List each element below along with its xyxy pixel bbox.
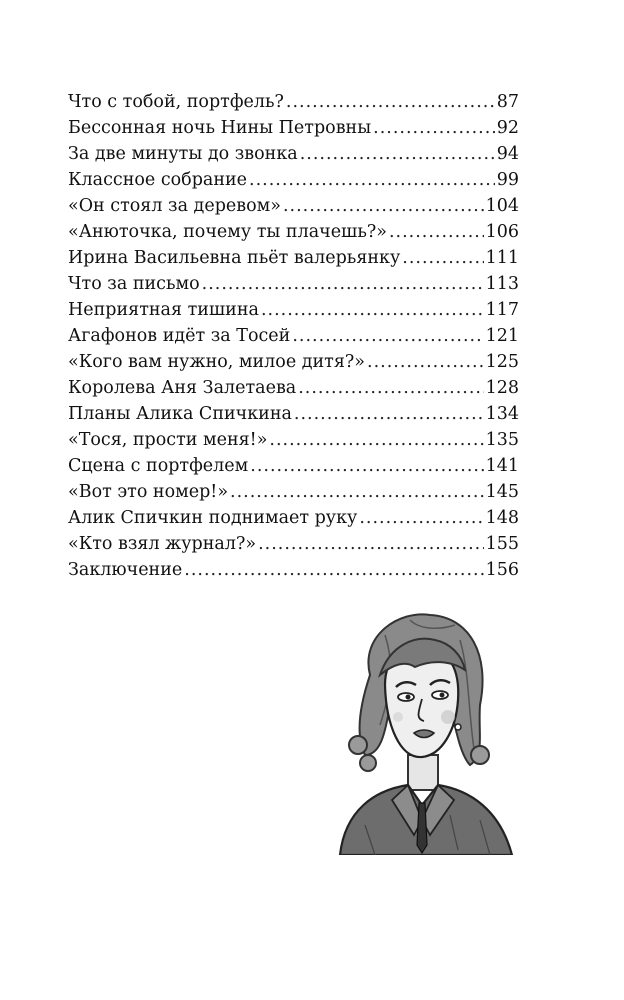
toc-entry (68, 89, 519, 115)
toc-entry-page: 99 (496, 170, 519, 190)
toc-entry (68, 141, 519, 167)
toc-entry-page: 125 (485, 352, 519, 372)
toc-entry-title: Агафонов идёт за Тосей (68, 326, 291, 346)
toc-entry-title: «Анюточка, почему ты плачешь?» (68, 222, 387, 242)
toc-entry (68, 427, 519, 453)
toc-entry (68, 219, 519, 245)
toc-dot-leader (359, 505, 483, 531)
toc-entry-page: 106 (485, 222, 519, 242)
toc-dot-leader (249, 167, 495, 193)
toc-entry-page: 135 (485, 430, 519, 450)
toc-entry (68, 531, 519, 557)
toc-entry (68, 297, 519, 323)
toc-dot-leader (258, 531, 484, 557)
toc-entry (68, 557, 519, 583)
toc-dot-leader (373, 115, 495, 141)
toc-entry-title: Неприятная тишина (68, 300, 259, 320)
toc-entry-page: 111 (485, 248, 519, 268)
toc-entry-title: «Вот это номер!» (68, 482, 229, 502)
toc-dot-leader (402, 245, 483, 271)
toc-dot-leader (294, 401, 484, 427)
toc-entry (68, 245, 519, 271)
toc-dot-leader (367, 349, 484, 375)
toc-dot-leader (292, 323, 483, 349)
toc-dot-leader (261, 297, 484, 323)
toc-entry (68, 401, 519, 427)
toc-entry-page: 104 (485, 196, 519, 216)
toc-entry-page: 141 (485, 456, 519, 476)
toc-entry-page: 155 (485, 534, 519, 554)
toc-entry-page: 128 (485, 378, 519, 398)
toc-entry-page: 92 (496, 118, 519, 138)
toc-entry-title: Заключение (68, 560, 183, 580)
toc-entry (68, 479, 519, 505)
toc-entry-title: «Кого вам нужно, милое дитя?» (68, 352, 365, 372)
woman-portrait-icon (330, 605, 520, 855)
toc-entry-title: «Кто взял журнал?» (68, 534, 257, 554)
toc-entry-page: 148 (485, 508, 519, 528)
toc-entry-title: Сцена с портфелем (68, 456, 249, 476)
toc-entry-title: Классное собрание (68, 170, 248, 190)
toc-dot-leader (389, 219, 484, 245)
toc-entry-title: Планы Алика Спичкина (68, 404, 292, 424)
toc-dot-leader (283, 193, 484, 219)
toc-entry (68, 349, 519, 375)
toc-entry-page: 121 (485, 326, 519, 346)
toc-entry-page: 156 (485, 560, 519, 580)
toc-entry-page: 113 (485, 274, 519, 294)
toc-entry (68, 323, 519, 349)
toc-dot-leader (298, 375, 483, 401)
toc-dot-leader (184, 557, 483, 583)
toc-entry-title: Бессонная ночь Нины Петровны (68, 118, 372, 138)
toc-entry (68, 505, 519, 531)
toc-entry-title: Что с тобой, портфель? (68, 92, 284, 112)
table-of-contents (68, 89, 519, 583)
toc-entry-page: 117 (485, 300, 519, 320)
toc-dot-leader (300, 141, 495, 167)
toc-entry (68, 115, 519, 141)
toc-dot-leader (286, 89, 495, 115)
toc-entry (68, 193, 519, 219)
toc-entry-title: Ирина Васильевна пьёт валерьянку (68, 248, 401, 268)
toc-dot-leader (250, 453, 483, 479)
toc-entry-page: 134 (485, 404, 519, 424)
toc-entry (68, 453, 519, 479)
toc-entry (68, 167, 519, 193)
toc-entry-page: 145 (485, 482, 519, 502)
toc-entry-title: «Тося, прости меня!» (68, 430, 268, 450)
toc-entry-page: 87 (496, 92, 519, 112)
toc-entry-title: За две минуты до звонка (68, 144, 298, 164)
toc-entry-page: 94 (496, 144, 519, 164)
toc-entry-title: Что за письмо (68, 274, 200, 294)
toc-entry-title: Алик Спичкин поднимает руку (68, 508, 358, 528)
toc-entry-title: «Он стоял за деревом» (68, 196, 281, 216)
toc-dot-leader (269, 427, 483, 453)
toc-entry-title: Королева Аня Залетаева (68, 378, 297, 398)
toc-dot-leader (230, 479, 484, 505)
toc-entry (68, 271, 519, 297)
toc-dot-leader (202, 271, 484, 297)
toc-entry (68, 375, 519, 401)
